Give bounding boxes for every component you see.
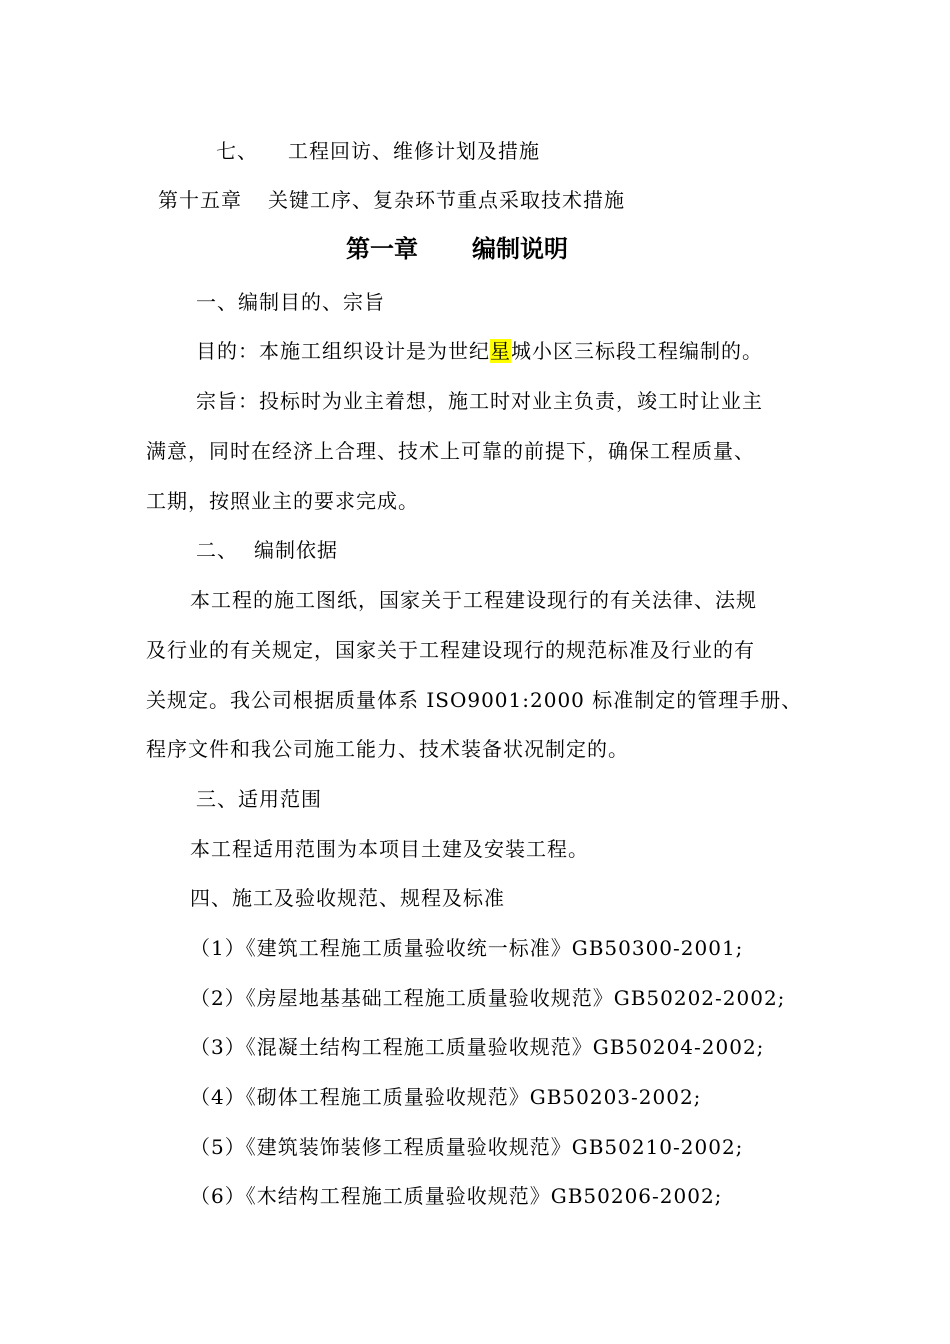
basis-line-2: 及行业的有关规定，国家关于工程建设现行的规范标准及行业的有 xyxy=(146,638,755,662)
section-2-number: 二、 xyxy=(196,538,238,562)
toc-chapter-15-text: 关键工序、复杂环节重点采取技术措施 xyxy=(268,188,625,212)
scope-text: 本工程适用范围为本项目土建及安装工程。 xyxy=(190,837,589,861)
section-2-title: 编制依据 xyxy=(254,538,338,562)
section-1-heading: 一、编制目的、宗旨 xyxy=(196,290,385,314)
aim-line-2: 满意，同时在经济上合理、技术上可靠的前提下，确保工程质量、 xyxy=(146,439,755,463)
toc-item-7-text: 工程回访、维修计划及措施 xyxy=(288,139,540,163)
section-2-heading xyxy=(196,536,338,564)
chapter-number: 第一章 xyxy=(346,235,418,263)
basis-line-1: 本工程的施工图纸，国家关于工程建设现行的有关法律、法规 xyxy=(190,588,757,612)
purpose-text-before: 目的：本施工组织设计是为世纪 xyxy=(196,339,490,363)
section-3-heading: 三、适用范围 xyxy=(196,787,322,811)
toc-item-7 xyxy=(216,137,540,165)
purpose-text-after: 城小区三标段工程编制的。 xyxy=(511,339,763,363)
section-4-heading: 四、施工及验收规范、规程及标准 xyxy=(190,886,505,910)
chapter-title xyxy=(346,233,568,265)
toc-chapter-15-number: 第十五章 xyxy=(158,188,242,212)
basis-line-4: 程序文件和我公司施工能力、技术装备状况制定的。 xyxy=(146,737,629,761)
aim-line-1: 宗旨：投标时为业主着想，施工时对业主负责，竣工时让业主 xyxy=(196,389,763,413)
toc-chapter-15 xyxy=(158,186,625,214)
standard-item: （3）《混凝土结构工程施工质量验收规范》GB50204-2002; xyxy=(190,1035,765,1059)
basis-line-3: 关规定。我公司根据质量体系 ISO9001:2000 标准制定的管理手册、 xyxy=(146,688,803,712)
aim-line-3: 工期，按照业主的要求完成。 xyxy=(146,489,419,513)
standard-item: （2）《房屋地基基础工程施工质量验收规范》GB50202-2002; xyxy=(190,986,786,1010)
standard-item: （5）《建筑装饰装修工程质量验收规范》GB50210-2002; xyxy=(190,1135,744,1159)
standard-item: （1）《建筑工程施工质量验收统一标准》GB50300-2001; xyxy=(190,936,744,960)
standard-item: （6）《木结构工程施工质量验收规范》GB50206-2002; xyxy=(190,1184,723,1208)
chapter-name: 编制说明 xyxy=(472,235,568,263)
highlighted-char: 星 xyxy=(490,339,511,363)
purpose-paragraph xyxy=(196,337,763,365)
toc-item-7-number: 七、 xyxy=(216,139,258,163)
standard-item: （4）《砌体工程施工质量验收规范》GB50203-2002; xyxy=(190,1085,702,1109)
